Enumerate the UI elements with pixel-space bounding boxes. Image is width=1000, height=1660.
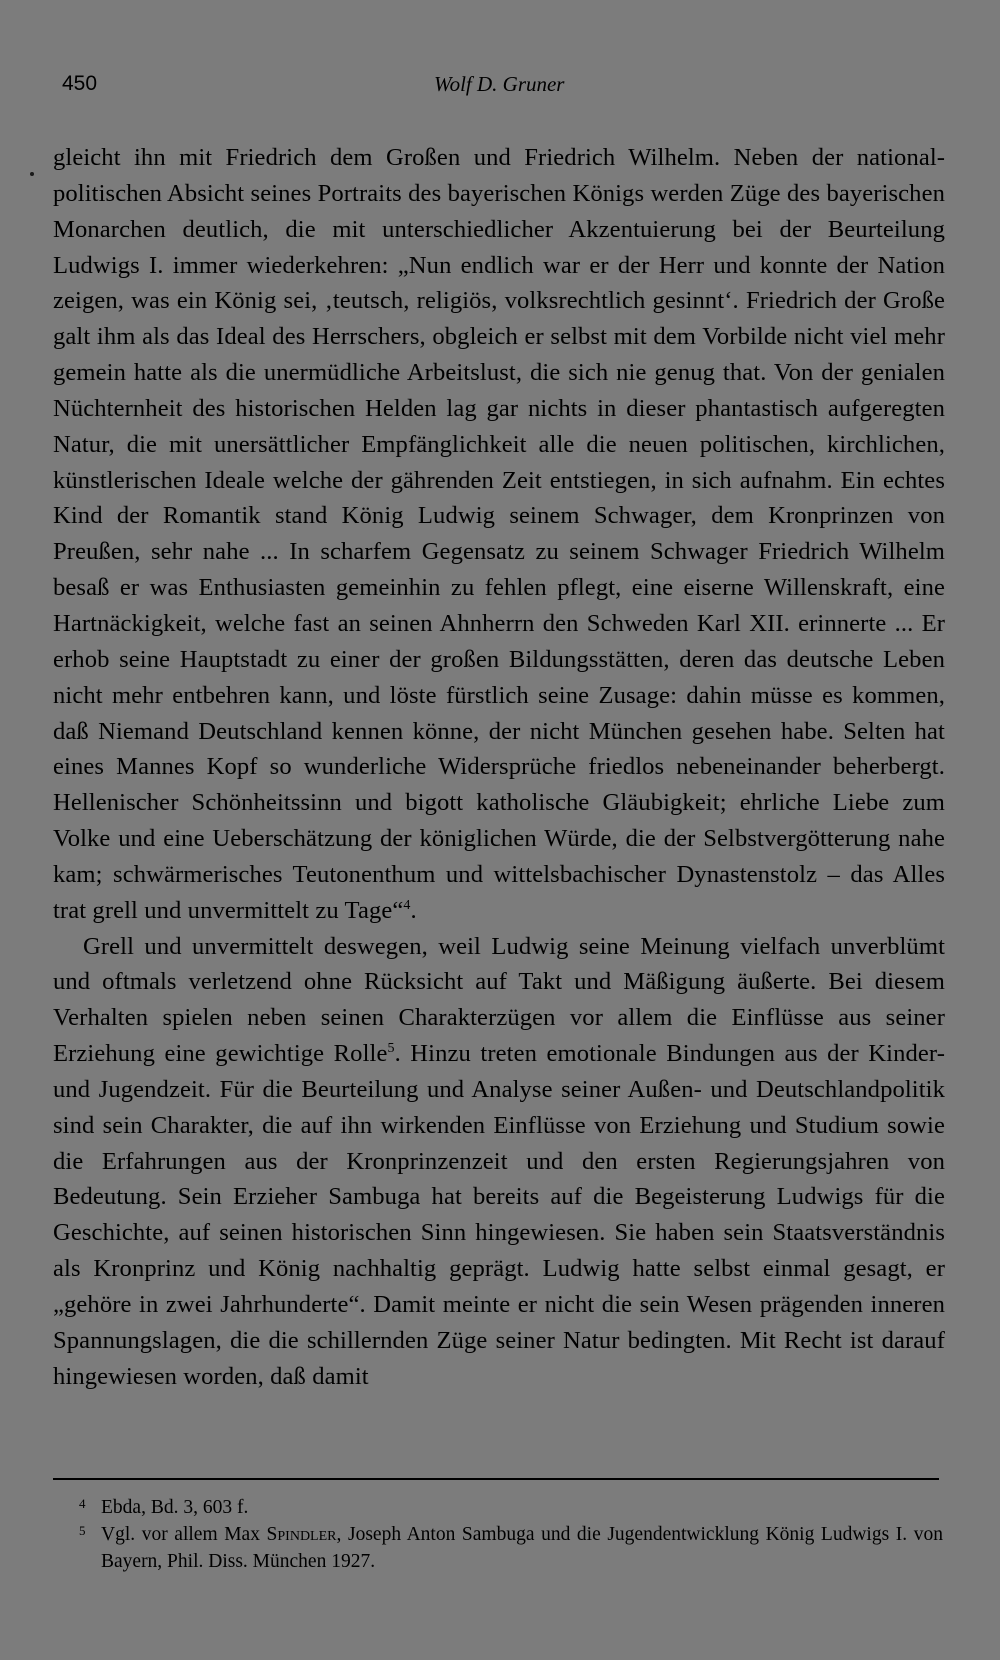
footnote-mark: 4 xyxy=(79,1496,86,1511)
paragraph-1-end: . xyxy=(410,896,417,924)
footnote-divider xyxy=(53,1478,939,1480)
footnote-ref-5[interactable]: 5 xyxy=(387,1041,395,1057)
paragraph-1 xyxy=(53,140,945,929)
paragraph-2 xyxy=(53,929,945,1395)
footnote-4 xyxy=(53,1494,943,1521)
footnote-mark: 5 xyxy=(79,1523,86,1538)
footnote-ref-4[interactable]: 4 xyxy=(403,897,411,913)
footnote-5 xyxy=(53,1521,943,1575)
footnote-text: Ebda, Bd. 3, 603 f. xyxy=(101,1497,249,1518)
footnotes xyxy=(53,1494,943,1575)
paragraph-2-text-b: . Hinzu treten emotionale Bindungen aus der Kinder- und Jugendzeit. Für die Beurteilung und Analyse seiner Außen- und Deutschlandpolitik sind sein Charakter, die auf ihn wirkenden Einflüsse von Erziehung und Studium sowie die Erfahrungen aus der Kronprinzenzeit und den ersten Regierungsjahren von Bedeutung. Sein Erzieher Sambuga hat bereits auf die Begeisterung Ludwigs für die Geschichte, auf seinen historischen Sinn hingewiesen. Sie haben sein Staatsverständnis als Kronprinz und König nachhaltig geprägt. Ludwig hatte selbst einmal gesagt, er „gehöre in zwei Jahrhunderte“. Damit meinte er nicht die sein Wesen prägenden inneren Spannungslagen, die die schillernden Züge seiner Natur bedingten. Mit Recht ist darauf hingewiesen worden, daß damit xyxy=(53,1040,945,1390)
footnote-text-after: , Joseph Anton Sambuga und die Jugendentwicklung König Ludwigs I. von Bayern, Phil. Diss. München 1927. xyxy=(101,1524,943,1572)
footnote-text-before: Vgl. vor allem Max xyxy=(101,1524,267,1545)
paragraph-1-text: gleicht ihn mit Friedrich dem Großen und Friedrich Wilhelm. Neben der nationalpolitischen Absicht seines Portraits des bayerischen Königs werden Züge des bayerischen Monarchen deutlich, die mit unterschiedlicher Akzentuierung bei der Beurteilung Ludwigs I. immer wiederkehren: „Nun endlich war er der Herr und konnte der Nation zeigen, was ein König sei, ‚teutsch, religiös, volksrechtlich gesinnt‘. Friedrich der Große galt ihm als das Ideal des Herrschers, obgleich er selbst mit dem Vorbilde nicht viel mehr gemein hatte als die unermüdliche Arbeitslust, die sich nie genug that. Von der genialen Nüchternheit des historischen Helden lag gar nichts in dieser phantastisch aufgeregten Natur, die mit unersättlicher Empfänglichkeit alle die neuen politischen, kirchlichen, künstlerischen Ideale welche der gährenden Zeit entstiegen, in sich aufnahm. Ein echtes Kind der Romantik stand König Ludwig seinem Schwager, dem Kronprinzen von Preußen, sehr nahe ... In scharfem Gegensatz zu seinem Schwager Friedrich Wilhelm besaß er was Enthusiasten gemeinhin zu fehlen pflegt, eine eiserne Willenskraft, eine Hartnäckigkeit, welche fast an seinen Ahnherrn den Schweden Karl XII. erinnerte ... Er erhob seine Hauptstadt zu einer der großen Bildungsstätten, deren das deutsche Leben nicht mehr entbehren kann, und löste fürstlich seine Zusage: dahin müsse es kommen, daß Niemand Deutschland kennen könne, der nicht München gesehen habe. Selten hat eines Mannes Kopf so wunderliche Widersprüche friedlos nebeneinander beherbergt. Hellenischer Schönheitssinn und bigott katholische Gläubigkeit; ehrliche Liebe zum Volke und eine Ueberschätzung der königlichen Würde, die der Selbstvergötterung nahe kam; schwärmerisches Teutonenthum und wittelsbachischer Dynastenstolz – das Alles trat grell und unvermittelt zu Tage“ xyxy=(53,144,945,924)
footnote-author: Spindler xyxy=(266,1524,337,1545)
page-header xyxy=(62,72,942,102)
page-number: 450 xyxy=(62,72,98,95)
body-text xyxy=(53,140,945,1395)
margin-mark xyxy=(30,172,34,176)
running-head-author: Wolf D. Gruner xyxy=(434,72,565,96)
paragraph-2-text-a: Grell und unvermittelt deswegen, weil Ludwig seine Meinung vielfach unverblümt und oftmals verletzend ohne Rücksicht auf Takt und Mäßigung äußerte. Bei diesem Verhalten spielen neben seinen Charakterzügen vor allem die Einflüsse aus seiner Erziehung eine gewichtige Rolle xyxy=(53,932,945,1068)
